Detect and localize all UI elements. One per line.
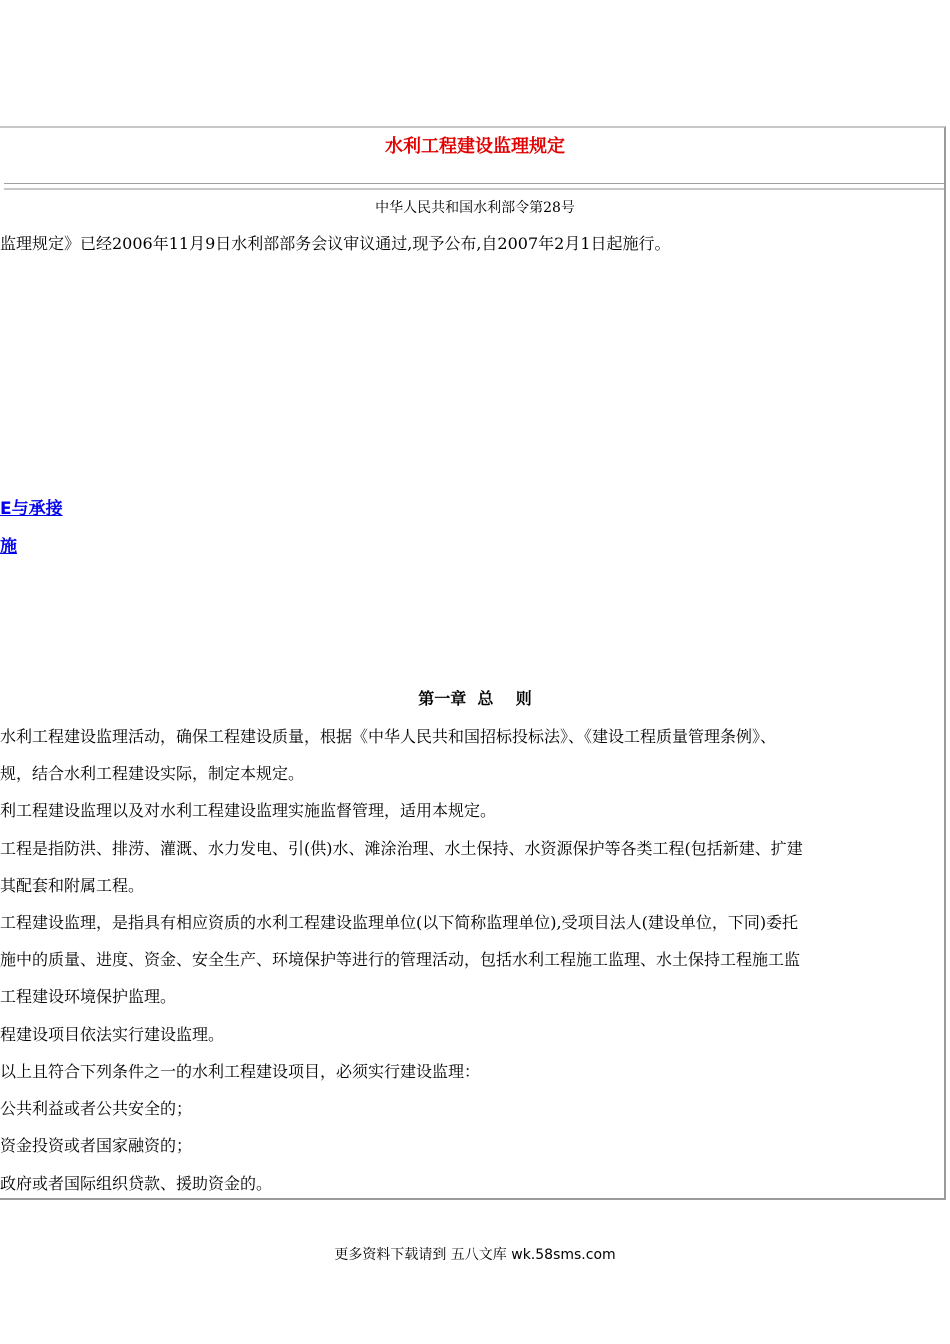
body-line: 工程是指防洪、排涝、灌溉、水力发电、引(供)水、滩涂治理、水土保持、水资源保护等各类工程(包括新建、扩建 <box>0 839 803 858</box>
body-line: 工程建设环境保护监理。 <box>0 987 177 1006</box>
body-line: 规，结合水利工程建设实际，制定本规定。 <box>0 764 305 783</box>
body-line: 工程建设监理，是指具有相应资质的水利工程建设监理单位(以下简称监理单位),受项目法人(建设单位，下同)委托 <box>0 913 799 932</box>
body-line: 水利工程建设监理活动，确保工程建设质量，根据《中华人民共和国招标投标法》、《建设工程质量管理条例》、 <box>0 727 777 746</box>
body-line: 以上且符合下列条件之一的水利工程建设项目，必须实行建设监理： <box>0 1062 481 1081</box>
body-line: 程建设项目依法实行建设监理。 <box>0 1025 225 1044</box>
chapter-heading: 第一章 总 则 <box>418 689 532 708</box>
document-title: 水利工程建设监理规定 <box>385 136 565 157</box>
body-line: 资金投资或者国家融资的； <box>0 1136 193 1155</box>
body-line: 施中的质量、进度、资金、安全生产、环境保护等进行的管理活动，包括水利工程施工监理、水土保持工程施工监 <box>0 950 801 969</box>
footer-text: 更多资料下载请到 五八文库 wk.58sms.com <box>334 1247 616 1263</box>
body-line: 利工程建设监理以及对水利工程建设监理实施监督管理，适用本规定。 <box>0 801 497 820</box>
decree-number: 中华人民共和国水利部令第28号 <box>375 200 575 216</box>
body-line: 公共利益或者公共安全的； <box>0 1099 193 1118</box>
toc-link[interactable]: E与承接 <box>0 499 63 519</box>
toc-link[interactable]: 施 <box>0 537 17 557</box>
title-divider <box>4 183 944 190</box>
announcement-text: 监理规定》已经2006年11月9日水利部部务会议审议通过,现予公布,自2007年2月1日起施行。 <box>0 234 671 253</box>
body-line: 其配套和附属工程。 <box>0 876 145 895</box>
body-line: 政府或者国际组织贷款、援助资金的。 <box>0 1174 273 1193</box>
